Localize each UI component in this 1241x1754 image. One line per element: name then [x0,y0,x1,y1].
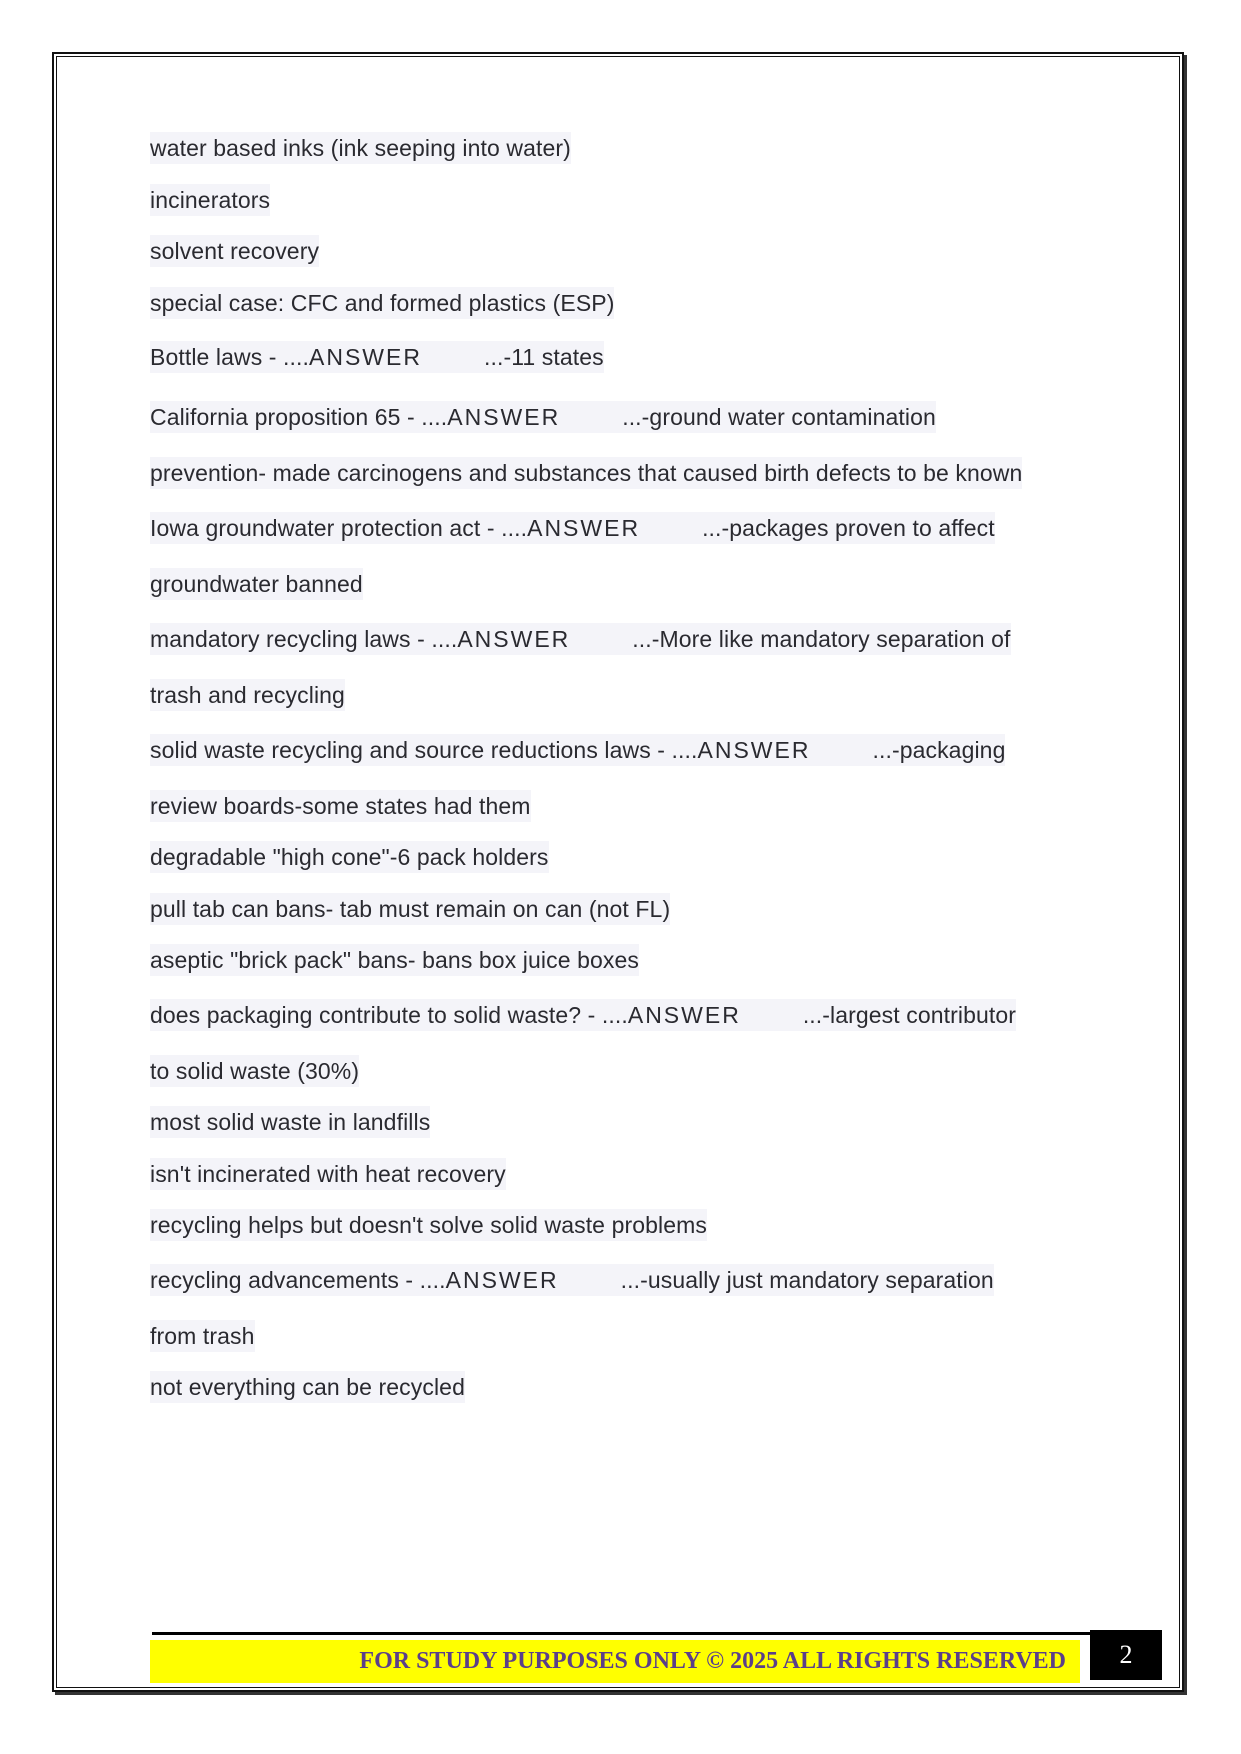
text-line: to solid waste (30%) [150,1055,359,1087]
text-line: recycling helps but doesn't solve solid waste problems [150,1209,707,1241]
answer-text: ...-usually just mandatory separation [620,1267,994,1293]
qa-line [150,512,995,544]
question-text: California proposition 65 - .... [150,404,448,430]
qa-line [150,1264,994,1296]
answer-label: ANSWER [527,515,641,541]
qa-line [150,623,1011,655]
question-text: does packaging contribute to solid waste? - .... [150,1002,628,1028]
text-line: from trash [150,1320,255,1352]
answer-text: ...-largest contributor [802,1002,1017,1028]
text-line: special case: CFC and formed plastics (ESP) [150,287,614,319]
answer-label: ANSWER [445,1267,559,1293]
question-text: mandatory recycling laws - .... [150,626,458,652]
answer-text: ...-packages proven to affect [702,515,995,541]
answer-text: ...-11 states [483,344,604,370]
question-text: solid waste recycling and source reductions laws - .... [150,737,698,763]
question-text: Bottle laws - .... [150,344,310,370]
text-line: incinerators [150,184,270,216]
qa-line [150,401,936,433]
text-line: prevention- made carcinogens and substances that caused birth defects to be known [150,457,1022,489]
answer-text: ...-packaging [872,737,1006,763]
answer-label: ANSWER [457,626,571,652]
answer-label: ANSWER [309,344,422,370]
question-text: recycling advancements - .... [150,1267,446,1293]
text-line: isn't incinerated with heat recovery [150,1158,506,1190]
qa-line [150,341,604,373]
qa-line [150,999,1016,1031]
qa-line [150,734,1005,766]
answer-label: ANSWER [697,737,811,763]
text-line: not everything can be recycled [150,1371,465,1403]
text-line: review boards-some states had them [150,790,531,822]
text-line: water based inks (ink seeping into water) [150,132,571,164]
page-number: 2 [1090,1630,1162,1680]
answer-text: ...-ground water contamination [622,404,936,430]
text-line: trash and recycling [150,679,345,711]
answer-label: ANSWER [447,404,561,430]
footer-notice: FOR STUDY PURPOSES ONLY © 2025 ALL RIGHTS RESERVED [150,1640,1080,1683]
answer-text: ...-More like mandatory separation of [632,626,1011,652]
text-line: pull tab can bans- tab must remain on can (not FL) [150,893,670,925]
footer-rule [152,1632,1090,1635]
text-line: solvent recovery [150,235,319,267]
text-line: most solid waste in landfills [150,1106,430,1138]
question-text: Iowa groundwater protection act - .... [150,515,528,541]
text-line: aseptic "brick pack" bans- bans box juice boxes [150,944,639,976]
answer-label: ANSWER [627,1002,741,1028]
text-line: degradable "high cone"-6 pack holders [150,841,549,873]
text-line: groundwater banned [150,568,363,600]
